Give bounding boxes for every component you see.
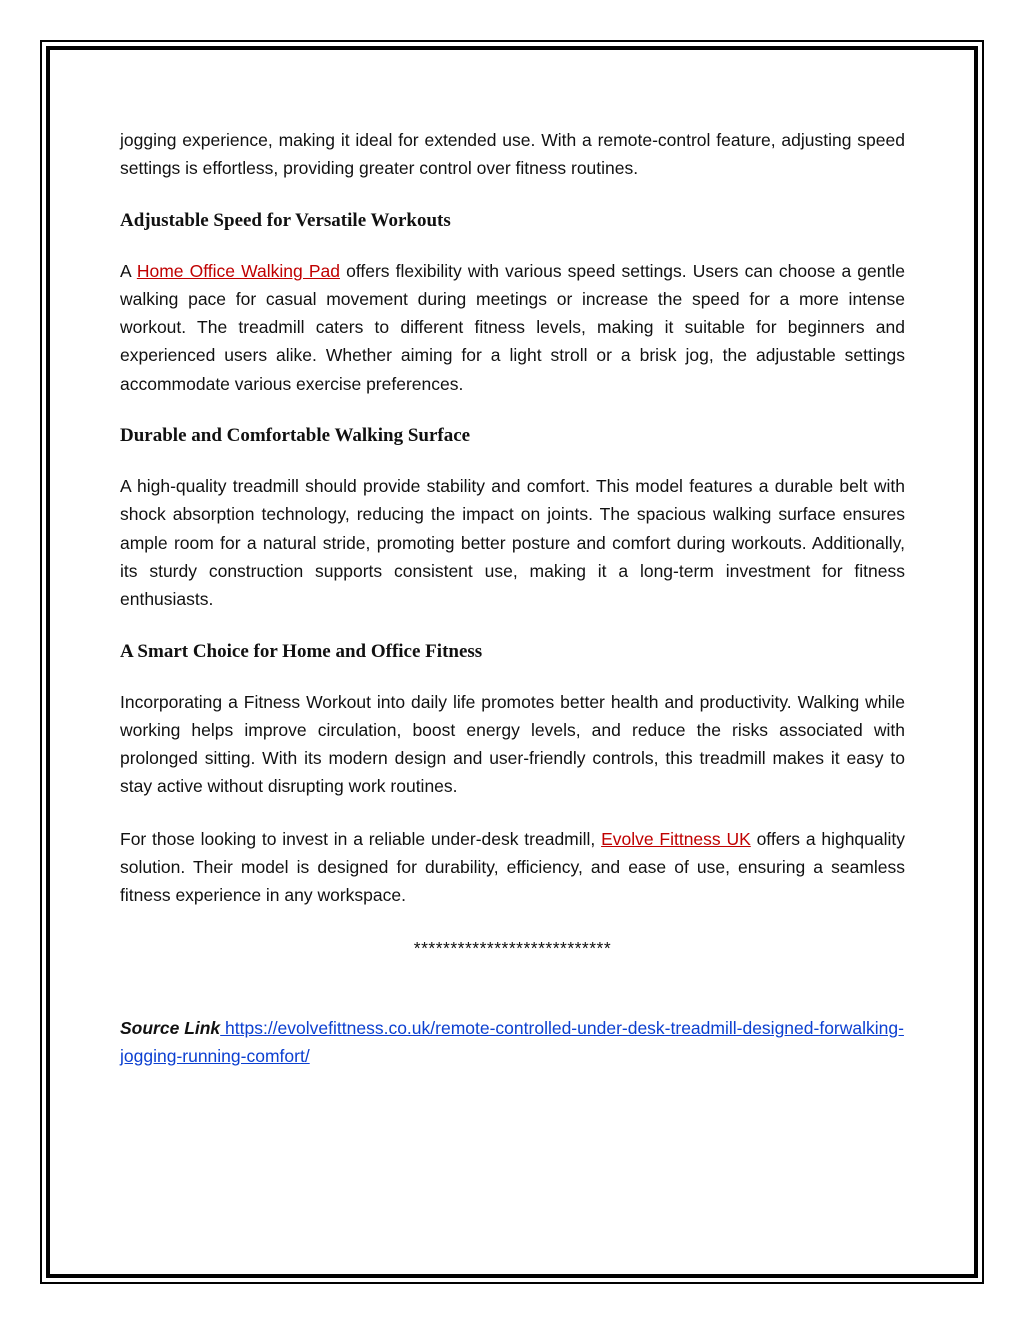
source-url-link[interactable]: https://evolvefittness.co.uk/remote-controlled-under-desk-treadmill-designed-forwalking-jogging-running-comfort/ bbox=[120, 1017, 904, 1066]
intro-paragraph: jogging experience, making it ideal for extended use. With a remote-control feature, adjusting speed settings is effortless, providing greater control over fitness routines. bbox=[120, 130, 905, 179]
paragraph-durable-surface: A high-quality treadmill should provide stability and comfort. This model features a durable belt with shock absorption technology, reducing the impact on joints. The spacious walking surface ensures ample room for a natural stride, promoting better posture and comfort during workouts. Additionally, its sturdy construction supports consistent use, making it a long-term investment for fitness enthusiasts. bbox=[120, 476, 905, 610]
source-label: Source Link bbox=[120, 1017, 221, 1038]
home-office-walking-pad-link[interactable]: Home Office Walking Pad bbox=[136, 260, 340, 281]
document-body bbox=[120, 126, 905, 1094]
section-heading-durable-surface: Durable and Comfortable Walking Surface bbox=[120, 425, 471, 447]
paragraph-adjustable-speed bbox=[120, 257, 905, 398]
section-heading-smart-choice: A Smart Choice for Home and Office Fitness bbox=[120, 640, 483, 662]
evolve-fittness-uk-link[interactable]: Evolve Fittness UK bbox=[601, 828, 751, 849]
paragraph-text: A bbox=[120, 260, 137, 281]
source-line bbox=[120, 1014, 905, 1071]
paragraph-text: offers flexibility with various speed settings. Users can choose a gentle walking pace for casual movement during meetings or increase the speed for a more intense workout. The treadmill caters to different fitness levels, making it suitable for beginners and experienced users alike. Whether aiming for a light stroll or a brisk jog, the adjustable settings accommodate various exercise preferences. bbox=[120, 260, 905, 394]
paragraph-text: For those looking to invest in a reliable under-desk treadmill, bbox=[120, 828, 602, 849]
paragraph-smart-choice: Incorporating a Fitness Workout into daily life promotes better health and productivity. Walking while working helps improve circulation, boost energy levels, and reduce the risks associated with prolonged sitting. With its modern design and user-friendly controls, this treadmill makes it easy to stay active without disrupting work routines. bbox=[120, 691, 905, 797]
paragraph-closing bbox=[120, 825, 905, 910]
section-heading-adjustable-speed: Adjustable Speed for Versatile Workouts bbox=[120, 209, 451, 231]
paragraph-text: offers a highquality solution. Their model is designed for durability, efficiency, and ease of use, ensuring a seamless fitness experience in any workspace. bbox=[120, 828, 906, 906]
separator-stars: *************************** bbox=[413, 937, 612, 958]
